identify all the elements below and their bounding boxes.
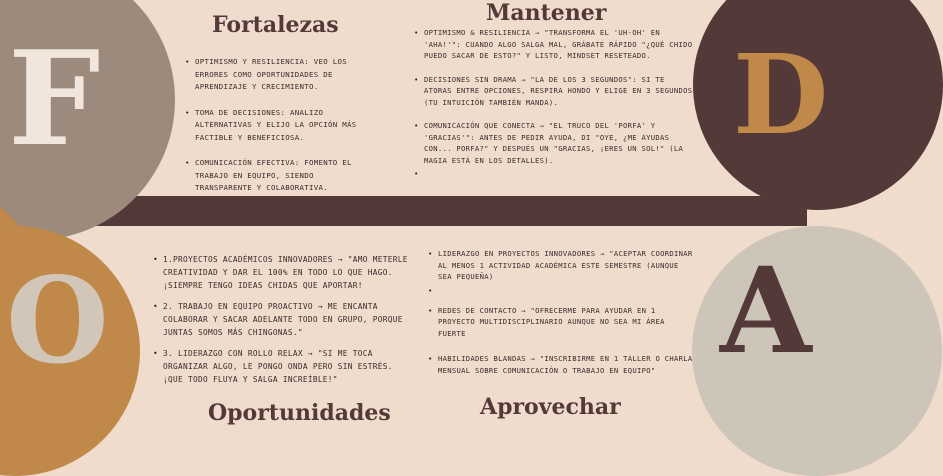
oportunidades-list [163, 253, 411, 386]
fortalezas-title: Fortalezas [212, 12, 339, 38]
fortalezas-list [195, 56, 357, 195]
aprovechar-title: Aprovechar [480, 394, 621, 420]
aprovechar-item: • LIDERAZGO EN PROYECTOS INNOVADORES → "ACEPTAR COORDINAR AL MENOS 1 ACTIVIDAD ACADÉMICA ESTE SEMESTRE (AUNQUE SEA PEQUEÑA) [438, 248, 696, 283]
oportunidades-title: Oportunidades [208, 400, 391, 426]
oportunidades-letter: O [6, 251, 109, 390]
aprovechar-item: • HABILIDADES BLANDAS → "INSCRIBIRME EN 1 TALLER O CHARLA MENSUAL SOBRE COMUNICACIÓN O TRABAJO EN EQUIPO" [438, 353, 696, 376]
mantener-item: • COMUNICACIÓN QUE CONECTA → "EL TRUCO DEL 'PORFA' Y 'GRACIAS'": ANTES DE PEDIR AYUDA, DI "OYE, ¿ME AYUDAS CON... PORFA?" Y DESPUÉS UN "GRACIAS, ¡ERES UN SOL!" (LA MAGIA ESTÁ EN LOS DETALLES). [424, 120, 696, 166]
mantener-list [424, 27, 696, 179]
fortalezas-item: • OPTIMISMO Y RESILIENCIA: VEO LOS ERRORES COMO OPORTUNIDADES DE APRENDIZAJE Y CRECIMIENTO. [195, 56, 357, 94]
oportunidades-item: • 2. TRABAJO EN EQUIPO PROACTIVO → ME ENCANTA COLABORAR Y SACAR ADELANTE TODO EN GRUPO, PORQUE JUNTAS SOMOS MÁS CHINGONAS." [163, 300, 411, 339]
mantener-letter: D [733, 30, 829, 159]
mantener-item: • OPTIMISMO & RESILIENCIA → "TRANSFORMA EL 'UH-OH' EN 'AHA!'": CUANDO ALGO SALGA MAL, GRÁBATE RÁPIDO "¿QUÉ CHIDO PUEDO SACAR DE ESTO?" Y LISTO, MINDSET RESETEADO. [424, 27, 696, 62]
aprovechar-item: • REDES DE CONTACTO → "OFRECERME PARA AYUDAR EN 1 PROYECTO MULTIDISCIPLINARIO AUNQUE NO SEA MI ÁREA FUERTE [438, 305, 696, 340]
mantener-title: Mantener [486, 0, 607, 26]
oportunidades-item: • 1.PROYECTOS ACADÉMICOS INNOVADORES → "AMO METERLE CREATIVIDAD Y DAR EL 100% EN TODO LO QUE HAGO. ¡SIEMPRE TENGO IDEAS CHIDAS QUE APORTAR! [163, 253, 411, 292]
fortalezas-letter: F [8, 22, 101, 175]
aprovechar-list [438, 248, 696, 376]
fortalezas-item: • TOMA DE DECISIONES: ANALIZO ALTERNATIVAS Y ELIJO LA OPCIÓN MÁS FACTIBLE Y BENEFICIOSA. [195, 107, 357, 145]
oportunidades-item: • 3. LIDERAZGO CON ROLLO RELAX → "SI ME TOCA ORGANIZAR ALGO, LE PONGO ONDA PERO SIN ESTRÉS. ¡QUE TODO FLUYA Y SALGA INCREÍBLE!" [163, 347, 411, 386]
aprovechar-letter: A [720, 241, 812, 380]
aprovechar-item [438, 285, 696, 296]
mantener-item [424, 168, 696, 179]
fortalezas-item: • COMUNICACIÓN EFECTIVA: FOMENTO EL TRABAJO EN EQUIPO, SIENDO TRANSPARENTE Y COLABORATIVA. [195, 157, 357, 195]
mantener-item: • DECISIONES SIN DRAMA → "LA DE LOS 3 SEGUNDOS": SI TE ATORAS ENTRE OPCIONES, RESPIRA HONDO Y ELIGE EN 3 SEGUNDOS (TU INTUICIÓN TAMBIÉN MANDA). [424, 74, 696, 109]
